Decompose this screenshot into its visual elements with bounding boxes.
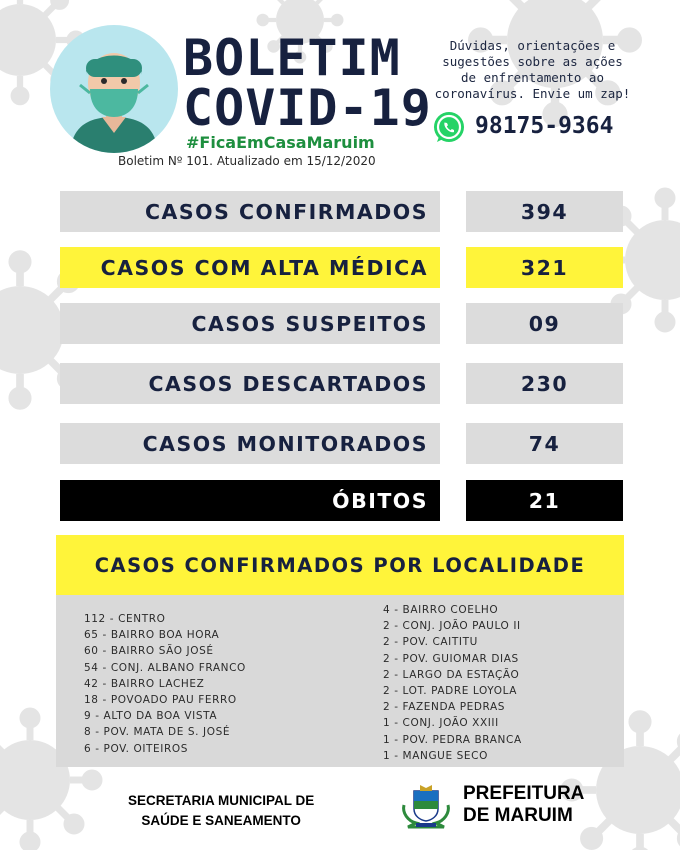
title-covid: COVID-19 — [183, 79, 432, 137]
title-boletim: BOLETIM — [183, 29, 401, 87]
locality-item: 1 - CONJ. JOÃO XXIII — [383, 717, 499, 730]
help-text — [425, 38, 640, 102]
prefeitura-line: PREFEITURA — [463, 783, 585, 804]
locality-item: 2 - POV. CAITITU — [383, 636, 478, 649]
locality-item: 60 - BAIRRO SÃO JOSÉ — [84, 645, 214, 658]
stat-value-confirmados: 394 — [466, 191, 623, 232]
whatsapp-icon — [432, 111, 466, 145]
health-worker-icon — [50, 25, 178, 153]
locality-item: 2 - LARGO DA ESTAÇÃO — [383, 668, 520, 681]
locality-item: 42 - BAIRRO LACHEZ — [84, 677, 205, 690]
municipal-crest-icon — [398, 783, 454, 829]
stat-label-descartados: CASOS DESCARTADOS — [60, 363, 440, 404]
locality-left-list — [84, 611, 246, 757]
locality-item: 18 - POVOADO PAU FERRO — [84, 694, 237, 707]
stat-label-suspeitos: CASOS SUSPEITOS — [60, 303, 440, 344]
stat-value-suspeitos: 09 — [466, 303, 623, 344]
locality-item: 6 - POV. OITEIROS — [84, 742, 188, 755]
help-line: coronavírus. Envie um zap! — [434, 86, 631, 101]
stat-label-monitorados: CASOS MONITORADOS — [60, 423, 440, 464]
secretaria-line: SAÚDE E SANEAMENTO — [141, 813, 301, 828]
stat-label-alta-medica: CASOS COM ALTA MÉDICA — [60, 247, 440, 288]
locality-right-list — [383, 602, 522, 764]
locality-item: 1 - MANGUE SECO — [383, 749, 488, 762]
help-line: sugestões sobre as ações — [442, 54, 623, 69]
locality-item: 4 - BAIRRO COELHO — [383, 604, 499, 616]
stat-value-obitos: 21 — [466, 480, 623, 521]
stat-label-obitos: ÓBITOS — [60, 480, 440, 521]
locality-item: 8 - POV. MATA DE S. JOSÉ — [84, 726, 231, 739]
prefeitura-name — [463, 783, 584, 827]
locality-item: 9 - ALTO DA BOA VISTA — [84, 710, 218, 723]
phone-number: 98175-9364 — [475, 113, 614, 139]
prefeitura-line: DE MARUIM — [463, 805, 573, 826]
stat-value-alta-medica: 321 — [466, 247, 623, 288]
locality-item: 65 - BAIRRO BOA HORA — [84, 629, 220, 642]
locality-item: 2 - POV. GUIOMAR DIAS — [383, 652, 519, 665]
secretaria-name — [128, 791, 314, 831]
stat-label-confirmados: CASOS CONFIRMADOS — [60, 191, 440, 232]
stat-value-monitorados: 74 — [466, 423, 623, 464]
locality-item: 2 - LOT. PADRE LOYOLA — [383, 685, 518, 698]
help-line: de enfrentamento ao — [461, 70, 604, 85]
secretaria-line: SECRETARIA MUNICIPAL DE — [128, 793, 315, 808]
hashtag: #FicaEmCasaMaruim — [186, 133, 375, 152]
locality-item: 2 - FAZENDA PEDRAS — [383, 701, 506, 714]
stat-value-descartados: 230 — [466, 363, 623, 404]
help-line: Dúvidas, orientações e — [449, 38, 616, 53]
bulletin-info: Boletim Nº 101. Atualizado em 15/12/2020 — [118, 154, 376, 168]
health-worker-avatar — [50, 25, 178, 153]
locality-title: CASOS CONFIRMADOS POR LOCALIDADE — [56, 535, 624, 595]
locality-item: 54 - CONJ. ALBANO FRANCO — [84, 661, 246, 674]
locality-item: 2 - CONJ. JOÃO PAULO II — [383, 620, 521, 633]
locality-item: 112 - CENTRO — [84, 613, 166, 625]
locality-item: 1 - POV. PEDRA BRANCA — [383, 733, 522, 746]
